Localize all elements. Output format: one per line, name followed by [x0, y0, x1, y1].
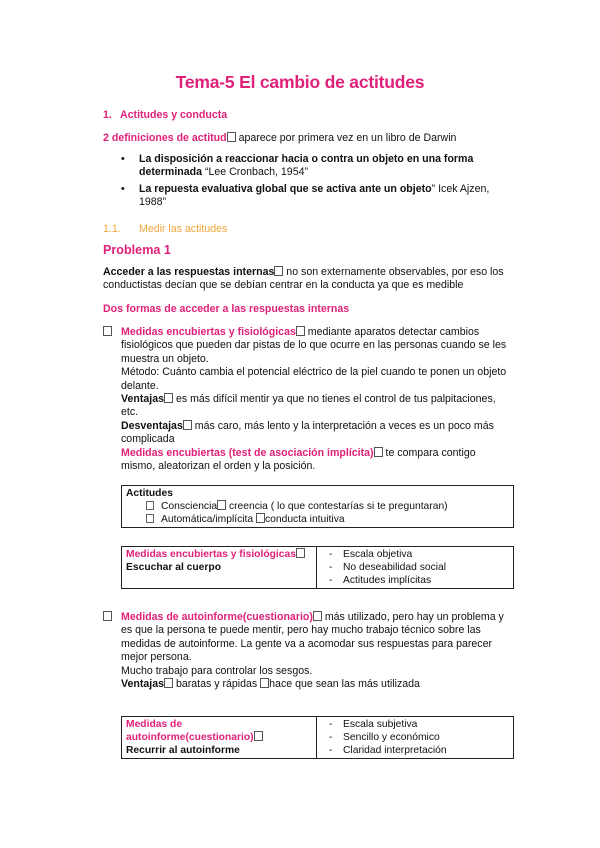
- summary-left-pink: Medidas encubiertas y fisiológicas: [126, 549, 296, 560]
- row-a: Consciencia: [161, 501, 218, 512]
- item1-metodo: Método: Cuánto cambia el potencial eléctrico de la piel cuando te ponen un objeto delante.: [121, 366, 507, 392]
- item2-ventajas: [121, 678, 511, 691]
- item1-ventajas: [121, 393, 508, 420]
- list-item-text: Claridad interpretación: [343, 745, 447, 756]
- encubiertas-summary-table: [121, 546, 514, 589]
- table-row: [122, 486, 514, 528]
- item-medidas-encubiertas: [103, 326, 508, 473]
- item1-implicita: [121, 447, 508, 474]
- item2-text: más utilizado, pero hay un problema y es que la persona te puede mentir, pero hay mucho trabajo técnico sobre las medidas de autoinforme. La gente va a acomodar sus respuestas para parecer mejor persona.: [121, 611, 504, 664]
- acceder-paragraph: [103, 266, 508, 293]
- table-cell: [317, 717, 514, 759]
- summary-left-pink: Medidas de autoinforme(cuestionario): [126, 719, 254, 743]
- arrow-placeholder-icon: [274, 266, 283, 276]
- definitions-lead: 2 definiciones de actitud: [103, 132, 227, 144]
- implicita-heading: Medidas encubiertas (test de asociación implícita): [121, 446, 374, 459]
- definitions-list: [121, 153, 506, 213]
- implicita-text: te compara contigo mismo, aleatorizan el orden y la posición.: [121, 446, 476, 473]
- dash-icon: -: [329, 549, 333, 560]
- arrow-placeholder-icon: [164, 678, 173, 688]
- section-number: 1.: [103, 109, 112, 121]
- section-label: Actitudes y conducta: [120, 109, 228, 121]
- arrow-placeholder-icon: [256, 513, 265, 523]
- arrow-placeholder-icon: [296, 326, 305, 336]
- list-item: [321, 561, 509, 574]
- acceder-lead: Acceder a las respuestas internas: [103, 266, 275, 278]
- arrow-placeholder-icon: [183, 420, 192, 430]
- list-item-text: Actitudes implícitas: [343, 575, 432, 586]
- item2-intro: [121, 611, 511, 665]
- table-row: [122, 547, 514, 589]
- table-cell: [317, 547, 514, 589]
- dash-icon: -: [329, 732, 333, 743]
- subsection-number: 1.1.: [103, 223, 121, 235]
- list-item: [321, 731, 509, 744]
- item2-line2: Mucho trabajo para controlar los sesgos.: [121, 664, 313, 677]
- arrow-placeholder-icon: [227, 132, 236, 142]
- ventajas-text: baratas y rápidas: [173, 678, 261, 691]
- actitudes-header: Actitudes: [126, 488, 173, 499]
- desventajas-text: más caro, más lento y la interpretación a veces es un poco más complicada: [121, 419, 494, 446]
- subsection-heading: [103, 223, 227, 236]
- problem-heading: Problema 1: [103, 243, 171, 257]
- list-item: [121, 183, 506, 210]
- item-autoinforme: [103, 611, 511, 691]
- subsection-label: Medir las actitudes: [139, 223, 228, 235]
- formas-heading: Dos formas de acceder a las respuestas internas: [103, 303, 350, 315]
- summary-list: [321, 548, 509, 587]
- definition-bold: La repuesta evaluativa global que se activa ante un objeto: [139, 182, 432, 195]
- item1-desventajas: [121, 420, 508, 447]
- list-item-text: Escala objetiva: [343, 549, 413, 560]
- ventajas-text2: hace que sean las más utilizada: [269, 678, 420, 691]
- row-a: Automática/implícita: [161, 514, 256, 525]
- ventajas-label: Ventajas: [121, 678, 164, 691]
- actitudes-table: [121, 485, 514, 528]
- list-item: [321, 744, 509, 757]
- acceder-rest: no son externamente observables, por eso los conductistas decían que se debían centrar en la conducta ya que es medible: [103, 266, 504, 292]
- list-item-text: No deseabilidad social: [343, 562, 447, 573]
- summary-left: [126, 718, 312, 744]
- dash-icon: -: [329, 562, 333, 573]
- definition-citation: ” Icek Ajzen, 1988”: [139, 182, 490, 209]
- definition-bold: La disposición a reaccionar hacia o contra un objeto en una forma determinada: [139, 153, 474, 179]
- arrow-placeholder-icon: [296, 548, 305, 558]
- arrow-placeholder-icon: [217, 500, 226, 510]
- table-cell: [122, 547, 317, 589]
- item1-intro-text: mediante aparatos detectar cambios fisiológicos que pueden dar pistas de lo que ocurre en las personas cuando se les muestra un objeto.: [121, 326, 507, 365]
- row-b: conducta intuitiva: [265, 514, 345, 525]
- table-row: [126, 500, 509, 513]
- checkbox-bullet-icon: [103, 611, 112, 621]
- desventajas-label: Desventajas: [121, 419, 183, 432]
- ventajas-label: Ventajas: [121, 393, 164, 406]
- page-title: Tema-5 El cambio de actitudes: [175, 72, 425, 92]
- list-item: [321, 718, 509, 731]
- summary-list: [321, 718, 509, 757]
- arrow-placeholder-icon: [164, 393, 173, 403]
- checkbox-bullet-icon: [103, 326, 112, 336]
- bullet-icon: •: [121, 153, 125, 165]
- list-item: [321, 548, 509, 561]
- summary-left-black: Escuchar al cuerpo: [126, 562, 221, 573]
- bullet-icon: •: [121, 182, 125, 195]
- arrow-placeholder-icon: [254, 731, 263, 741]
- dash-icon: -: [329, 575, 333, 586]
- dash-icon: -: [329, 719, 333, 730]
- table-cell: [122, 486, 514, 528]
- arrow-placeholder-icon: [374, 447, 383, 457]
- list-item-text: Sencillo y económico: [343, 732, 440, 743]
- arrow-placeholder-icon: [260, 678, 269, 688]
- definitions-rest: aparece por primera vez en un libro de Darwin: [235, 132, 457, 144]
- item1-heading: Medidas encubiertas y fisiológicas: [121, 326, 296, 338]
- ventajas-text: es más difícil mentir ya que no tienes el control de tus palpitaciones, etc.: [121, 393, 496, 419]
- list-item: [321, 574, 509, 587]
- checkbox-icon: [146, 514, 154, 523]
- table-row: [122, 717, 514, 759]
- checkbox-icon: [146, 501, 154, 510]
- row-b: creencia ( lo que contestarías si te preguntaran): [226, 501, 448, 512]
- definitions-line: [103, 132, 456, 145]
- list-item: [121, 153, 506, 180]
- arrow-placeholder-icon: [313, 611, 322, 621]
- autoinforme-summary-table: [121, 716, 514, 759]
- dash-icon: -: [329, 745, 333, 756]
- table-row: [126, 513, 509, 526]
- table-cell: [122, 717, 317, 759]
- list-item-text: Escala subjetiva: [343, 719, 418, 730]
- item1-intro: [121, 326, 508, 366]
- section-heading: [103, 109, 227, 122]
- item2-heading: Medidas de autoinforme(cuestionario): [121, 611, 313, 623]
- summary-left-black: Recurrir al autoinforme: [126, 745, 240, 756]
- definition-citation: “Lee Cronbach, 1954”: [202, 166, 309, 179]
